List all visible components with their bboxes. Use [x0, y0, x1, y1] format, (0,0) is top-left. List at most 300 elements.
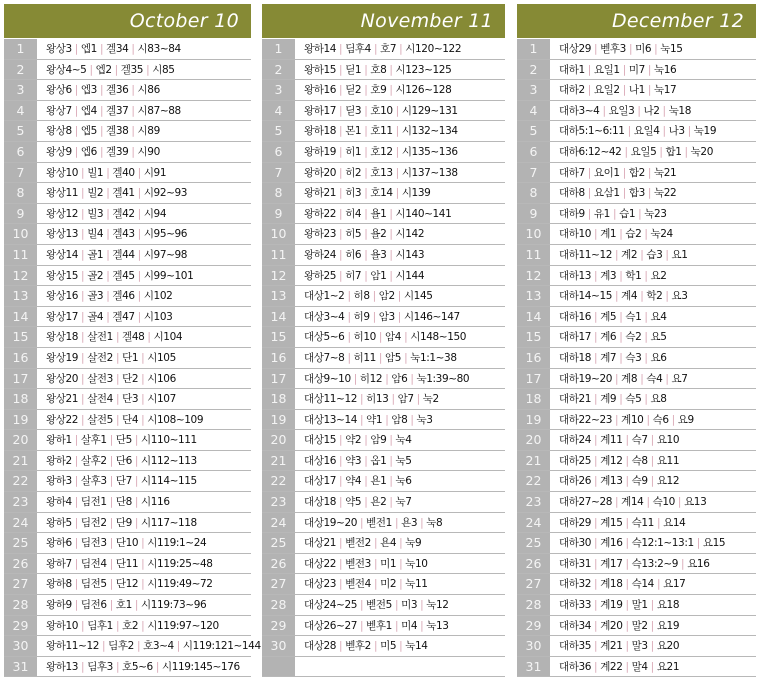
day-number: 31	[4, 657, 37, 677]
reading-part: 시86	[137, 84, 160, 97]
reading-part: 나3	[668, 125, 685, 138]
separator: |	[665, 248, 669, 261]
separator: |	[389, 434, 393, 447]
reading-part: 슥12:1~13:1	[631, 537, 694, 550]
reading-part: 눅23	[644, 207, 667, 220]
reading-part: 눅5	[395, 454, 412, 467]
reading-text	[37, 307, 172, 327]
reading-part: 슥13:2~9	[631, 557, 679, 570]
separator: |	[665, 290, 669, 303]
separator: |	[594, 269, 598, 282]
reading-part: 왕하11~12	[46, 640, 100, 653]
separator: |	[389, 496, 393, 509]
reading-part: 대하34	[559, 619, 592, 632]
table-row	[262, 471, 505, 492]
day-number: 3	[262, 80, 295, 100]
reading-part: 왕상15	[46, 269, 79, 282]
reading-part: 말1	[631, 599, 648, 612]
reading-part: 딤전5	[80, 578, 107, 591]
reading-part: 시107	[147, 393, 176, 406]
day-number: 14	[262, 307, 295, 327]
reading-text	[550, 142, 713, 162]
day-number: 10	[4, 224, 37, 244]
reading-part: 시119:145~176	[161, 660, 240, 673]
reading-part: 벧전2	[345, 537, 371, 550]
day-number: 5	[517, 121, 550, 141]
reading-part: 학1	[625, 269, 642, 282]
reading-part: 약1	[366, 413, 383, 426]
reading-part: 눅17	[654, 84, 677, 97]
separator: |	[364, 434, 368, 447]
reading-part: 왕하3	[46, 475, 72, 488]
separator: |	[364, 187, 368, 200]
reading-part: 말3	[631, 640, 648, 653]
table-row	[262, 163, 505, 184]
reading-part: 대상19~20	[304, 516, 358, 529]
separator: |	[647, 63, 652, 76]
separator: |	[339, 269, 343, 282]
separator: |	[81, 228, 85, 241]
reading-part: 왕상12	[46, 207, 79, 220]
reading-text	[295, 595, 449, 615]
reading-part: 대하14~15	[559, 290, 613, 303]
day-number: 19	[4, 410, 37, 430]
separator: |	[74, 43, 78, 55]
reading-part: 요6	[650, 351, 667, 364]
day-number: 27	[4, 574, 37, 594]
separator: |	[627, 125, 631, 138]
reading-part: 딛1	[345, 63, 362, 76]
reading-part: 눅7	[395, 496, 412, 509]
reading-part: 딤후4	[345, 43, 371, 55]
reading-part: 딤전3	[80, 537, 107, 550]
reading-part: 히7	[345, 269, 362, 282]
separator: |	[339, 63, 343, 76]
reading-part: 슥10	[652, 496, 675, 509]
reading-part: 요21	[656, 660, 680, 673]
table-row	[4, 348, 251, 369]
reading-text	[37, 492, 170, 512]
separator: |	[136, 640, 141, 653]
reading-part: 왕상16	[46, 290, 79, 303]
separator: |	[625, 619, 629, 632]
reading-part: 시95~96	[143, 228, 188, 241]
reading-text	[295, 327, 466, 347]
separator: |	[644, 351, 648, 364]
reading-part: 대하16	[559, 310, 592, 323]
separator: |	[109, 599, 113, 612]
separator: |	[339, 187, 343, 200]
separator: |	[650, 599, 654, 612]
separator: |	[131, 104, 135, 117]
reading-part: 슥11	[631, 516, 654, 529]
table-row	[517, 554, 756, 575]
reading-part: 대하33	[559, 599, 592, 612]
reading-text	[550, 39, 683, 59]
reading-part: 대상23	[304, 578, 337, 591]
separator: |	[74, 475, 78, 488]
reading-part: 시112~113	[141, 454, 197, 467]
separator: |	[612, 207, 617, 220]
table-row	[262, 39, 505, 60]
table-row	[262, 245, 505, 266]
reading-part: 나1	[628, 84, 645, 97]
day-number: 12	[262, 266, 295, 286]
reading-part: 요일2	[593, 84, 620, 97]
reading-text	[550, 574, 685, 594]
reading-part: 엡4	[80, 104, 97, 117]
separator: |	[625, 434, 629, 447]
reading-part: 계20	[600, 619, 623, 632]
reading-part: 겔42	[112, 207, 135, 220]
reading-part: 눅10	[405, 557, 428, 570]
reading-part: 대하1	[559, 63, 585, 76]
day-number: 30	[4, 636, 37, 656]
separator: |	[109, 557, 113, 570]
reading-part: 왕상19	[46, 351, 79, 364]
reading-part: 미1	[380, 557, 397, 570]
separator: |	[628, 43, 633, 55]
table-row	[4, 224, 251, 245]
separator: |	[594, 619, 598, 632]
reading-part: 계15	[600, 516, 623, 529]
table-row	[262, 266, 505, 287]
reading-part: 왕상9	[46, 145, 72, 158]
reading-text	[37, 60, 175, 80]
reading-part: 습1	[619, 207, 636, 220]
separator: |	[389, 454, 393, 467]
separator: |	[587, 84, 591, 97]
reading-part: 계22	[600, 660, 623, 673]
separator: |	[619, 351, 623, 364]
reading-part: 시119:25~48	[147, 557, 213, 570]
reading-part: 시102	[143, 290, 173, 303]
day-number: 29	[517, 616, 550, 636]
reading-part: 벧전5	[366, 599, 392, 612]
reading-text	[37, 369, 176, 389]
separator: |	[74, 104, 78, 117]
day-number: 21	[262, 451, 295, 471]
day-number: 11	[4, 245, 37, 265]
reading-part: 시99~101	[143, 269, 194, 282]
reading-part: 슥5	[625, 393, 642, 406]
reading-text	[37, 595, 206, 615]
reading-part: 겔36	[106, 84, 129, 97]
separator: |	[665, 372, 669, 385]
separator: |	[364, 269, 368, 282]
reading-text	[37, 39, 181, 59]
reading-part: 욜1	[370, 207, 387, 220]
table-row	[4, 307, 251, 328]
reading-part: 단12	[115, 578, 139, 591]
separator: |	[81, 351, 85, 364]
separator: |	[399, 578, 403, 591]
separator: |	[99, 104, 104, 117]
separator: |	[364, 166, 368, 179]
separator: |	[420, 516, 424, 529]
separator: |	[638, 207, 642, 220]
separator: |	[109, 475, 113, 488]
reading-part: 습2	[625, 228, 642, 241]
table-row	[4, 636, 261, 657]
table-row	[517, 513, 756, 534]
separator: |	[394, 599, 399, 612]
separator: |	[622, 187, 626, 200]
reading-part: 대상16	[304, 454, 337, 467]
reading-part: 시97~98	[143, 248, 188, 261]
separator: |	[385, 372, 389, 385]
reading-part: 대하36	[559, 660, 592, 673]
reading-part: 합3	[628, 187, 645, 200]
reading-text	[295, 183, 430, 203]
reading-part: 시144	[395, 269, 425, 282]
separator: |	[339, 84, 343, 97]
separator: |	[650, 475, 654, 488]
reading-part: 호2	[122, 619, 139, 632]
reading-text	[550, 245, 688, 265]
separator: |	[650, 434, 654, 447]
day-number: 20	[262, 430, 295, 450]
day-number: 23	[4, 492, 37, 512]
table-row	[4, 286, 251, 307]
day-number: 19	[517, 410, 550, 430]
reading-part: 왕상6	[46, 84, 72, 97]
reading-part: 빌3	[87, 207, 104, 220]
reading-part: 겔39	[106, 145, 129, 158]
separator: |	[615, 372, 619, 385]
reading-part: 호3~4	[143, 640, 174, 653]
reading-part: 대하29	[559, 516, 592, 529]
reading-part: 겔46	[112, 290, 135, 303]
reading-part: 눅15	[660, 43, 683, 55]
separator: |	[115, 372, 120, 385]
reading-part: 왕상20	[46, 372, 79, 385]
day-number: 15	[262, 327, 295, 347]
reading-part: 미6	[635, 43, 652, 55]
reading-part: 시146~147	[403, 310, 460, 323]
reading-part: 나2	[643, 104, 660, 117]
separator: |	[659, 145, 663, 158]
reading-part: 슥6	[652, 413, 669, 426]
separator: |	[81, 248, 85, 261]
day-number: 18	[517, 389, 550, 409]
separator: |	[81, 331, 85, 344]
reading-part: 살전2	[87, 351, 113, 364]
separator: |	[389, 63, 393, 76]
reading-part: 단11	[115, 557, 139, 570]
day-number: 15	[4, 327, 37, 347]
reading-text	[295, 574, 428, 594]
separator: |	[339, 454, 343, 467]
table-row	[517, 657, 756, 678]
separator: |	[394, 516, 399, 529]
reading-text	[37, 554, 213, 574]
reading-text	[37, 101, 181, 121]
separator: |	[656, 578, 661, 591]
reading-part: 눅8	[426, 516, 443, 529]
reading-part: 왕하13	[46, 660, 79, 673]
reading-text	[550, 616, 679, 636]
reading-text	[37, 410, 203, 430]
reading-text	[550, 348, 667, 368]
separator: |	[74, 516, 78, 529]
reading-text	[37, 636, 261, 656]
reading-text	[37, 327, 182, 347]
table-row	[262, 595, 505, 616]
day-number: 10	[517, 224, 550, 244]
separator: |	[115, 660, 120, 673]
reading-text	[37, 533, 206, 553]
separator: |	[81, 269, 85, 282]
separator: |	[399, 43, 403, 55]
reading-text	[295, 492, 412, 512]
separator: |	[81, 660, 85, 673]
day-number: 12	[4, 266, 37, 286]
day-number: 30	[262, 636, 295, 656]
table-row	[517, 80, 756, 101]
table-row	[517, 142, 756, 163]
table-row	[4, 430, 251, 451]
separator: |	[410, 413, 414, 426]
month-title: November 11	[262, 4, 505, 38]
reading-part: 겔40	[112, 166, 135, 179]
table-row	[517, 60, 756, 81]
separator: |	[364, 248, 368, 261]
separator: |	[137, 228, 141, 241]
day-number: 14	[4, 307, 37, 327]
reading-text	[550, 183, 676, 203]
reading-part: 왕상11	[46, 187, 79, 200]
reading-part: 시123~125	[395, 63, 452, 76]
reading-text	[550, 410, 694, 430]
separator: |	[373, 557, 378, 570]
day-number: 30	[517, 636, 550, 656]
table-row	[517, 307, 756, 328]
reading-part: 시114~115	[141, 475, 197, 488]
table-row	[262, 410, 505, 431]
reading-part: 대상15	[304, 434, 337, 447]
separator: |	[622, 166, 626, 179]
reading-part: 약4	[345, 475, 362, 488]
separator: |	[654, 43, 658, 55]
separator: |	[360, 516, 364, 529]
reading-part: 딤후3	[87, 660, 113, 673]
day-number: 13	[517, 286, 550, 306]
reading-text	[550, 492, 706, 512]
table-row	[517, 616, 756, 637]
reading-part: 히4	[345, 207, 362, 220]
table-row	[4, 616, 251, 637]
separator: |	[109, 537, 113, 550]
reading-part: 눅14	[405, 640, 428, 653]
separator: |	[339, 43, 343, 55]
separator: |	[587, 63, 591, 76]
reading-part: 살전1	[87, 331, 113, 344]
table-row	[517, 574, 756, 595]
separator: |	[339, 248, 343, 261]
reading-part: 히5	[345, 228, 362, 241]
reading-part: 슥7	[631, 434, 648, 447]
separator: |	[389, 475, 393, 488]
reading-part: 히9	[353, 310, 370, 323]
separator: |	[106, 310, 110, 323]
reading-part: 대하25	[559, 454, 592, 467]
separator: |	[137, 187, 141, 200]
reading-text	[295, 513, 442, 533]
table-row	[4, 369, 251, 390]
reading-part: 요7	[671, 372, 688, 385]
separator: |	[420, 599, 424, 612]
reading-text	[295, 163, 458, 183]
reading-text	[295, 389, 439, 409]
reading-part: 왕상7	[46, 104, 72, 117]
table-row	[262, 80, 505, 101]
separator: |	[131, 84, 135, 97]
reading-part: 겔41	[112, 187, 135, 200]
day-number: 11	[517, 245, 550, 265]
reading-part: 단6	[115, 454, 132, 467]
reading-part: 히12	[359, 372, 383, 385]
separator: |	[81, 310, 85, 323]
table-row	[262, 204, 505, 225]
reading-part: 시104	[153, 331, 183, 344]
reading-part: 요11	[656, 454, 680, 467]
table-row	[517, 595, 756, 616]
day-number: 23	[517, 492, 550, 512]
reading-part: 겔43	[112, 228, 135, 241]
reading-part: 요13	[684, 496, 707, 509]
table-row	[4, 245, 251, 266]
table-row	[517, 121, 756, 142]
day-number: 2	[4, 60, 37, 80]
day-number: 11	[262, 245, 295, 265]
reading-text	[295, 286, 433, 306]
day-number: 25	[4, 533, 37, 553]
separator: |	[360, 599, 364, 612]
day-number: 8	[517, 183, 550, 203]
reading-part: 시90	[137, 145, 160, 158]
table-row	[262, 554, 505, 575]
separator: |	[619, 269, 623, 282]
table-row	[4, 533, 251, 554]
separator: |	[347, 310, 351, 323]
table-row	[4, 492, 251, 513]
separator: |	[389, 269, 393, 282]
day-number: 17	[517, 369, 550, 389]
reading-part: 골3	[87, 290, 104, 303]
day-number: 7	[517, 163, 550, 183]
day-number: 10	[262, 224, 295, 244]
reading-part: 눅12	[426, 599, 449, 612]
reading-part: 암5	[385, 351, 402, 364]
separator: |	[594, 228, 598, 241]
month-december	[517, 4, 756, 677]
reading-part: 대하5:1~6:11	[559, 125, 625, 138]
day-number: 28	[517, 595, 550, 615]
reading-text	[37, 657, 240, 677]
day-number: 23	[262, 492, 295, 512]
reading-part: 시148~150	[410, 331, 467, 344]
reading-part: 대하11~12	[559, 248, 613, 261]
separator: |	[671, 413, 675, 426]
reading-part: 미4	[401, 619, 418, 632]
reading-part: 욜2	[370, 228, 387, 241]
day-number: 8	[4, 183, 37, 203]
reading-part: 요15	[702, 537, 726, 550]
separator: |	[650, 640, 654, 653]
separator: |	[364, 104, 368, 117]
day-number: 1	[517, 39, 550, 59]
